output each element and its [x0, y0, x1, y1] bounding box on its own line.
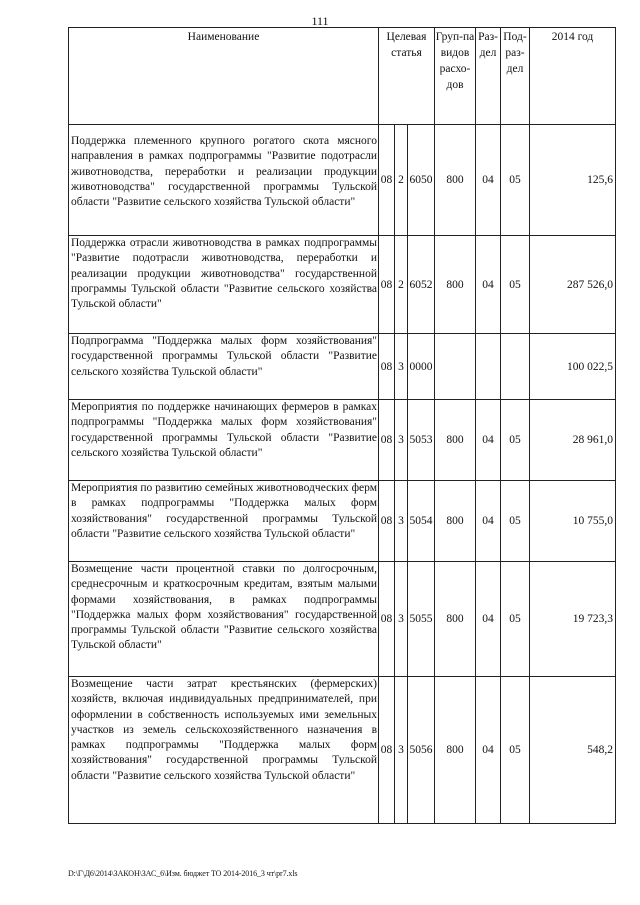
row-code-2: 2 — [395, 125, 408, 236]
row-name: Подпрограмма "Поддержка малых форм хозяйствования" государственной программы Тульской области "Развитие сельского хозяйства Тульской области" — [69, 334, 379, 400]
row-subsection: 05 — [501, 125, 530, 236]
table-row — [69, 481, 616, 562]
row-code-3: 5053 — [408, 400, 435, 481]
row-section: 04 — [476, 236, 501, 334]
row-code-2: 3 — [395, 562, 408, 677]
row-amount: 548,2 — [530, 677, 616, 824]
row-code-3: 5056 — [408, 677, 435, 824]
row-code-1: 08 — [379, 236, 395, 334]
row-amount: 100 022,5 — [530, 334, 616, 400]
header-name: Наименование — [69, 28, 379, 125]
row-subsection: 05 — [501, 562, 530, 677]
table-row — [69, 236, 616, 334]
row-subsection: 05 — [501, 236, 530, 334]
table-row — [69, 125, 616, 236]
row-name: Поддержка племенного крупного рогатого скота мясного направления в рамках подпрограммы "Развитие подотрасли животноводства, переработки и реализации продукции животноводства" государственной программы Тульской области "Развитие сельского хозяйства Тульской области" — [69, 125, 379, 236]
row-code-1: 08 — [379, 125, 395, 236]
row-section: 04 — [476, 125, 501, 236]
row-code-2: 2 — [395, 236, 408, 334]
row-section: 04 — [476, 481, 501, 562]
row-name: Возмещение части процентной ставки по долгосрочным, среднесрочным и краткосрочным кредитам, взятым малыми формами хозяйствования, в рамках подпрограммы "Поддержка малых форм хозяйствования" государственной программы Тульской области "Развитие сельского хозяйства Тульской области" — [69, 562, 379, 677]
table-row — [69, 677, 616, 824]
row-code-2: 3 — [395, 334, 408, 400]
row-amount: 125,6 — [530, 125, 616, 236]
row-group: 800 — [435, 562, 476, 677]
row-amount: 19 723,3 — [530, 562, 616, 677]
table-header-row — [69, 28, 616, 125]
row-subsection — [501, 334, 530, 400]
row-code-1: 08 — [379, 400, 395, 481]
row-code-1: 08 — [379, 562, 395, 677]
row-code-3: 6052 — [408, 236, 435, 334]
row-code-3: 5054 — [408, 481, 435, 562]
row-amount: 10 755,0 — [530, 481, 616, 562]
table-row — [69, 562, 616, 677]
row-name: Мероприятия по развитию семейных животноводческих ферм в рамках подпрограммы "Поддержка малых форм хозяйствования" государственной программы Тульской области "Развитие сельского хозяйства Тульской области" — [69, 481, 379, 562]
header-year: 2014 год — [530, 28, 616, 125]
row-code-2: 3 — [395, 400, 408, 481]
header-subsection: Под-раз-дел — [501, 28, 530, 125]
file-path-footer: D:\Г\Д6\2014\ЗАКОН\ЗАС_6\Изм. бюджет ТО 2014-2016_3 чт\pr7.xls — [68, 869, 298, 878]
row-code-2: 3 — [395, 481, 408, 562]
row-group — [435, 334, 476, 400]
row-group: 800 — [435, 125, 476, 236]
row-code-1: 08 — [379, 334, 395, 400]
row-code-2: 3 — [395, 677, 408, 824]
row-name: Мероприятия по поддержке начинающих фермеров в рамках подпрограммы "Поддержка малых форм хозяйствования" государственной программы Тульской области "Развитие сельского хозяйства Тульской области" — [69, 400, 379, 481]
row-section: 04 — [476, 677, 501, 824]
row-group: 800 — [435, 481, 476, 562]
table-row — [69, 400, 616, 481]
row-section — [476, 334, 501, 400]
row-subsection: 05 — [501, 677, 530, 824]
budget-table — [68, 27, 616, 824]
row-subsection: 05 — [501, 400, 530, 481]
row-subsection: 05 — [501, 481, 530, 562]
header-group: Груп-па видов расхо-дов — [435, 28, 476, 125]
row-group: 800 — [435, 400, 476, 481]
page-number: 111 — [311, 14, 329, 28]
row-group: 800 — [435, 236, 476, 334]
row-name: Возмещение части затрат крестьянских (фермерских) хозяйств, включая индивидуальных предпринимателей, при оформлении в собственность используемых ими земельных участков из земель сельскохозяйственного назначения в рамках подпрограммы "Поддержка малых форм хозяйствования" государственной программы Тульской области "Развитие сельского хозяйства Тульской области" — [69, 677, 379, 824]
row-section: 04 — [476, 400, 501, 481]
header-target: Целевая статья — [379, 28, 435, 125]
row-code-3: 0000 — [408, 334, 435, 400]
row-name: Поддержка отрасли животноводства в рамках подпрограммы "Развитие подотрасли животноводства, переработки и реализации продукции животноводства" государственной программы Тульской области "Развитие сельского хозяйства Тульской области" — [69, 236, 379, 334]
row-group: 800 — [435, 677, 476, 824]
row-code-3: 5055 — [408, 562, 435, 677]
row-amount: 287 526,0 — [530, 236, 616, 334]
header-section: Раз-дел — [476, 28, 501, 125]
row-code-3: 6050 — [408, 125, 435, 236]
row-code-1: 08 — [379, 481, 395, 562]
row-code-1: 08 — [379, 677, 395, 824]
table-row — [69, 334, 616, 400]
row-amount: 28 961,0 — [530, 400, 616, 481]
row-section: 04 — [476, 562, 501, 677]
